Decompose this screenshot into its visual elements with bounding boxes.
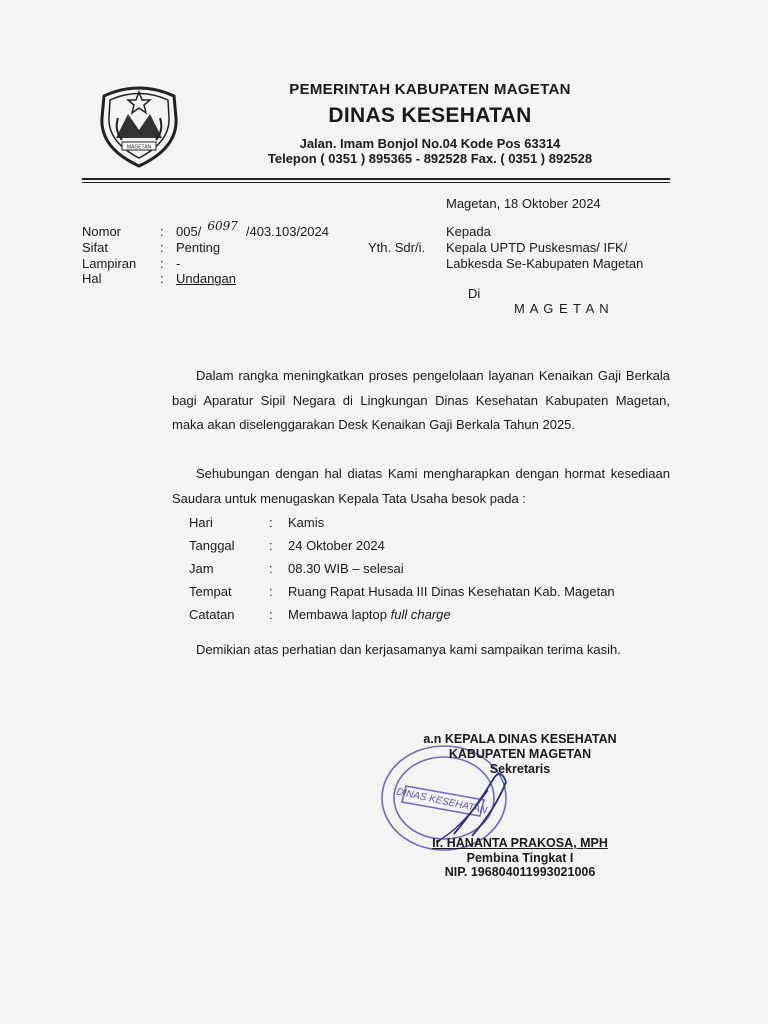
tanggal-value: 24 Oktober 2024 [288, 538, 385, 553]
sifat-value: Penting [176, 240, 221, 255]
hal-label: Hal [82, 271, 102, 286]
jam-colon: : [269, 561, 273, 576]
nomor-suffix: /403.103/2024 [245, 224, 329, 239]
hal-colon: : [160, 271, 164, 286]
recipient-yth: Yth. Sdr/i. [368, 240, 426, 255]
nomor-prefix: 005/ [176, 224, 202, 239]
signatory-nip: NIP. 196804011993021006 [444, 865, 596, 879]
hari-value: Kamis [288, 515, 325, 530]
tanggal-colon: : [269, 538, 273, 553]
jam-label: Jam [189, 561, 214, 576]
body-paragraph-2: Sehubungan dengan hal diatas Kami mengharapkan dengan hormat kesediaan Saudara untuk menugaskan Kepala Tata Usaha besok pada : [172, 466, 670, 506]
catatan-value [288, 607, 451, 622]
closing-paragraph: Demikian atas perhatian dan kerjasamanya kami sampaikan terima kasih. [196, 642, 621, 657]
catatan-italic: full charge [390, 607, 451, 622]
recipient-line1: Kepala UPTD Puskesmas/ IFK/ [446, 240, 628, 255]
signature-line2: KABUPATEN MAGETAN [448, 747, 592, 761]
sifat-label: Sifat [82, 240, 109, 255]
sifat-colon: : [160, 240, 164, 255]
signatory-name: Ir. HANANTA PRAKOSA, MPH [432, 836, 608, 850]
lampiran-value: - [176, 256, 181, 271]
stamp-text: DINAS KESEHATAN [395, 786, 489, 817]
hal-value: Undangan [176, 271, 236, 286]
lampiran-label: Lampiran [82, 256, 137, 271]
signatory-rank: Pembina Tingkat I [466, 851, 574, 865]
recipient-city: M A G E T A N [514, 301, 610, 316]
header-government: PEMERINTAH KABUPATEN MAGETAN [289, 81, 571, 98]
recipient-di: Di [468, 286, 481, 301]
nomor-value [176, 219, 329, 239]
recipient-kepada: Kepada [446, 224, 491, 239]
tempat-colon: : [269, 584, 273, 599]
header-rule-thick [82, 178, 670, 180]
nomor-handwritten: 6097 [207, 219, 238, 233]
hari-label: Hari [189, 515, 213, 530]
catatan-colon: : [269, 607, 273, 622]
tempat-value: Ruang Rapat Husada III Dinas Kesehatan Kab. Magetan [288, 584, 615, 599]
magetan-crest-icon [96, 78, 182, 170]
letter-date: Magetan, 18 Oktober 2024 [446, 196, 601, 211]
body-paragraph-1: Dalam rangka meningkatkan proses pengelolaan layanan Kenaikan Gaji Berkala bagi Aparatur Sipil Negara di Lingkungan Dinas Kesehatan Kabupaten Magetan, maka akan diselenggarakan Desk Kenaikan Gaji Berkala Tahun 2025. [172, 368, 670, 432]
header-rule-thin [82, 182, 670, 183]
tanggal-label: Tanggal [189, 538, 235, 553]
header-address: Jalan. Imam Bonjol No.04 Kode Pos 63314 [299, 136, 561, 151]
hari-colon: : [269, 515, 273, 530]
recipient-line2: Labkesda Se-Kabupaten Magetan [446, 256, 644, 271]
nomor-label: Nomor [82, 224, 122, 239]
tempat-label: Tempat [189, 584, 232, 599]
catatan-plain: Membawa laptop [288, 607, 391, 622]
header-phone: Telepon ( 0351 ) 895365 - 892528 Fax. ( 0351 ) 892528 [267, 151, 593, 166]
signature-title: Sekretaris [489, 762, 551, 776]
logo-text: MAGETAN [126, 144, 152, 151]
signature-line1: a.n KEPALA DINAS KESEHATAN [423, 732, 617, 746]
catatan-label: Catatan [189, 607, 235, 622]
jam-value: 08.30 WIB – selesai [288, 561, 404, 576]
header-agency: DINAS KESEHATAN [328, 104, 532, 127]
nomor-colon: : [160, 224, 164, 239]
lampiran-colon: : [160, 256, 164, 271]
